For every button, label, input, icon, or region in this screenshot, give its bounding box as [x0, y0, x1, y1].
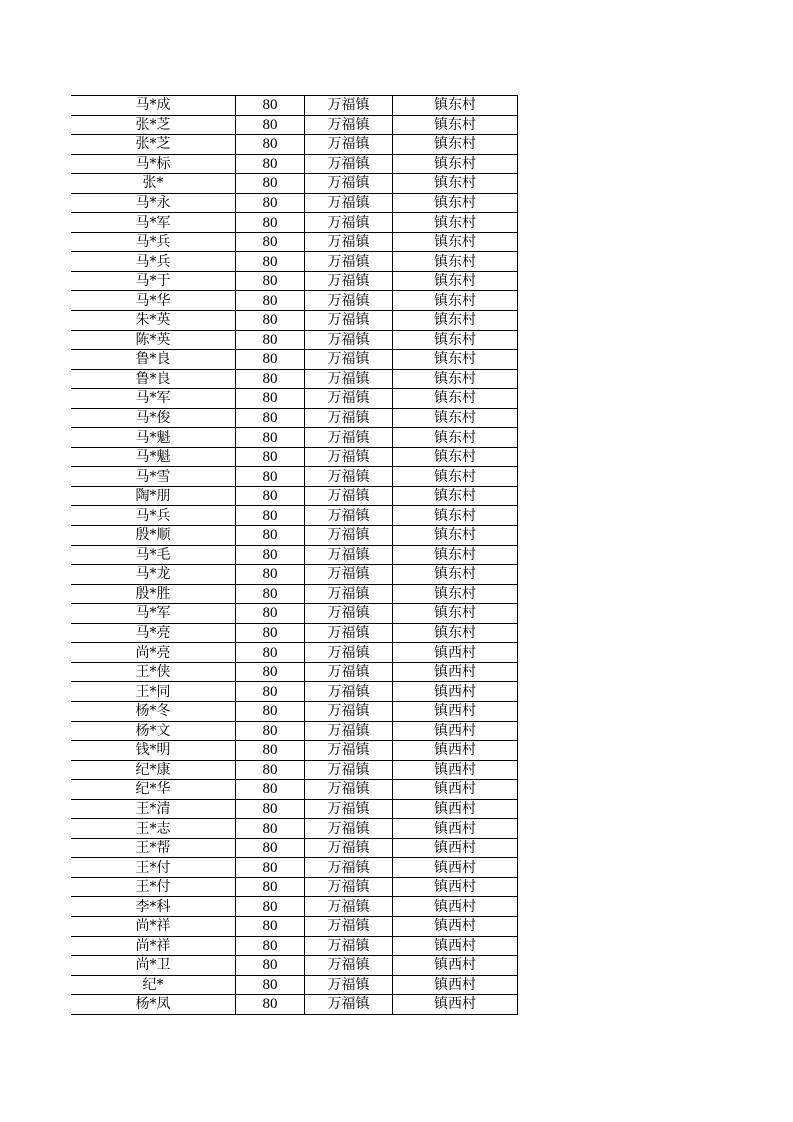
village-cell: 镇东村 — [393, 350, 518, 370]
amount-cell: 80 — [236, 193, 305, 213]
village-cell: 镇东村 — [393, 193, 518, 213]
village-cell: 镇东村 — [393, 232, 518, 252]
name-cell: 李*科 — [71, 897, 236, 917]
amount-cell: 80 — [236, 623, 305, 643]
town-cell: 万福镇 — [305, 877, 393, 897]
amount-cell: 80 — [236, 96, 305, 116]
village-cell: 镇西村 — [393, 995, 518, 1015]
name-cell: 尚*祥 — [71, 936, 236, 956]
village-cell: 镇东村 — [393, 369, 518, 389]
name-cell: 王*付 — [71, 877, 236, 897]
table-row — [71, 330, 518, 350]
amount-cell: 80 — [236, 936, 305, 956]
table-row — [71, 135, 518, 155]
name-cell: 杨*凤 — [71, 995, 236, 1015]
village-cell: 镇西村 — [393, 956, 518, 976]
name-cell: 马*亮 — [71, 623, 236, 643]
name-cell: 马*毛 — [71, 545, 236, 565]
town-cell: 万福镇 — [305, 936, 393, 956]
town-cell: 万福镇 — [305, 995, 393, 1015]
town-cell: 万福镇 — [305, 858, 393, 878]
town-cell: 万福镇 — [305, 369, 393, 389]
village-cell: 镇西村 — [393, 838, 518, 858]
name-cell: 殷*胜 — [71, 584, 236, 604]
name-cell: 纪*康 — [71, 760, 236, 780]
table-row — [71, 760, 518, 780]
name-cell: 纪*华 — [71, 780, 236, 800]
village-cell: 镇西村 — [393, 819, 518, 839]
village-cell: 镇东村 — [393, 252, 518, 272]
village-cell: 镇西村 — [393, 858, 518, 878]
table-row — [71, 604, 518, 624]
table-row — [71, 213, 518, 233]
town-cell: 万福镇 — [305, 389, 393, 409]
village-cell: 镇东村 — [393, 623, 518, 643]
village-cell: 镇西村 — [393, 975, 518, 995]
village-cell: 镇东村 — [393, 330, 518, 350]
name-cell: 马*魁 — [71, 447, 236, 467]
village-cell: 镇东村 — [393, 271, 518, 291]
amount-cell: 80 — [236, 565, 305, 585]
amount-cell: 80 — [236, 643, 305, 663]
village-cell: 镇东村 — [393, 428, 518, 448]
name-cell: 张*芝 — [71, 115, 236, 135]
village-cell: 镇东村 — [393, 389, 518, 409]
table-row — [71, 115, 518, 135]
village-cell: 镇西村 — [393, 897, 518, 917]
table-row — [71, 96, 518, 116]
table-row — [71, 956, 518, 976]
village-cell: 镇西村 — [393, 877, 518, 897]
amount-cell: 80 — [236, 721, 305, 741]
town-cell: 万福镇 — [305, 135, 393, 155]
name-cell: 马*龙 — [71, 565, 236, 585]
name-cell: 鲁*良 — [71, 350, 236, 370]
table-row — [71, 193, 518, 213]
name-cell: 马*军 — [71, 389, 236, 409]
name-cell: 马*魁 — [71, 428, 236, 448]
table-row — [71, 486, 518, 506]
amount-cell: 80 — [236, 799, 305, 819]
village-cell: 镇西村 — [393, 682, 518, 702]
name-cell: 马*雪 — [71, 467, 236, 487]
amount-cell: 80 — [236, 819, 305, 839]
name-cell: 马*军 — [71, 213, 236, 233]
name-cell: 纪* — [71, 975, 236, 995]
amount-cell: 80 — [236, 838, 305, 858]
village-cell: 镇西村 — [393, 662, 518, 682]
name-cell: 朱*英 — [71, 311, 236, 331]
town-cell: 万福镇 — [305, 838, 393, 858]
village-cell: 镇西村 — [393, 741, 518, 761]
amount-cell: 80 — [236, 252, 305, 272]
name-cell: 王*同 — [71, 682, 236, 702]
amount-cell: 80 — [236, 389, 305, 409]
name-cell: 马*永 — [71, 193, 236, 213]
table-row — [71, 858, 518, 878]
name-cell: 马*华 — [71, 291, 236, 311]
village-cell: 镇东村 — [393, 311, 518, 331]
name-cell: 王*帮 — [71, 838, 236, 858]
table-row — [71, 526, 518, 546]
name-cell: 鲁*良 — [71, 369, 236, 389]
town-cell: 万福镇 — [305, 467, 393, 487]
amount-cell: 80 — [236, 271, 305, 291]
town-cell: 万福镇 — [305, 330, 393, 350]
table-row — [71, 780, 518, 800]
village-cell: 镇东村 — [393, 408, 518, 428]
village-cell: 镇东村 — [393, 447, 518, 467]
village-cell: 镇东村 — [393, 584, 518, 604]
town-cell: 万福镇 — [305, 956, 393, 976]
town-cell: 万福镇 — [305, 311, 393, 331]
town-cell: 万福镇 — [305, 115, 393, 135]
town-cell: 万福镇 — [305, 232, 393, 252]
town-cell: 万福镇 — [305, 662, 393, 682]
table-row — [71, 682, 518, 702]
amount-cell: 80 — [236, 780, 305, 800]
town-cell: 万福镇 — [305, 760, 393, 780]
amount-cell: 80 — [236, 760, 305, 780]
town-cell: 万福镇 — [305, 174, 393, 194]
town-cell: 万福镇 — [305, 506, 393, 526]
table-row — [71, 838, 518, 858]
village-cell: 镇西村 — [393, 799, 518, 819]
name-cell: 马*军 — [71, 604, 236, 624]
name-cell: 马*标 — [71, 154, 236, 174]
name-cell: 马*兵 — [71, 252, 236, 272]
town-cell: 万福镇 — [305, 291, 393, 311]
village-cell: 镇西村 — [393, 936, 518, 956]
name-cell: 马*兵 — [71, 232, 236, 252]
town-cell: 万福镇 — [305, 701, 393, 721]
town-cell: 万福镇 — [305, 428, 393, 448]
village-cell: 镇西村 — [393, 643, 518, 663]
town-cell: 万福镇 — [305, 584, 393, 604]
name-cell: 杨*冬 — [71, 701, 236, 721]
table-row — [71, 350, 518, 370]
amount-cell: 80 — [236, 428, 305, 448]
table-row — [71, 565, 518, 585]
town-cell: 万福镇 — [305, 819, 393, 839]
table-row — [71, 506, 518, 526]
amount-cell: 80 — [236, 486, 305, 506]
town-cell: 万福镇 — [305, 565, 393, 585]
amount-cell: 80 — [236, 545, 305, 565]
town-cell: 万福镇 — [305, 975, 393, 995]
amount-cell: 80 — [236, 135, 305, 155]
village-cell: 镇东村 — [393, 135, 518, 155]
village-cell: 镇西村 — [393, 721, 518, 741]
town-cell: 万福镇 — [305, 780, 393, 800]
village-cell: 镇东村 — [393, 291, 518, 311]
village-cell: 镇东村 — [393, 526, 518, 546]
town-cell: 万福镇 — [305, 486, 393, 506]
amount-cell: 80 — [236, 232, 305, 252]
table-row — [71, 819, 518, 839]
table-row — [71, 408, 518, 428]
table-row — [71, 701, 518, 721]
table-row — [71, 311, 518, 331]
town-cell: 万福镇 — [305, 643, 393, 663]
name-cell: 马*兵 — [71, 506, 236, 526]
village-cell: 镇东村 — [393, 154, 518, 174]
name-cell: 尚*亮 — [71, 643, 236, 663]
amount-cell: 80 — [236, 604, 305, 624]
town-cell: 万福镇 — [305, 545, 393, 565]
town-cell: 万福镇 — [305, 408, 393, 428]
amount-cell: 80 — [236, 213, 305, 233]
village-cell: 镇西村 — [393, 780, 518, 800]
name-cell: 王*付 — [71, 858, 236, 878]
table-row — [71, 643, 518, 663]
town-cell: 万福镇 — [305, 721, 393, 741]
table-row — [71, 975, 518, 995]
village-cell: 镇东村 — [393, 565, 518, 585]
amount-cell: 80 — [236, 115, 305, 135]
amount-cell: 80 — [236, 858, 305, 878]
town-cell: 万福镇 — [305, 96, 393, 116]
amount-cell: 80 — [236, 701, 305, 721]
roster-table — [71, 95, 518, 1015]
roster-table-body — [71, 96, 518, 1015]
amount-cell: 80 — [236, 506, 305, 526]
amount-cell: 80 — [236, 447, 305, 467]
village-cell: 镇西村 — [393, 760, 518, 780]
amount-cell: 80 — [236, 408, 305, 428]
name-cell: 尚*祥 — [71, 916, 236, 936]
town-cell: 万福镇 — [305, 526, 393, 546]
table-row — [71, 897, 518, 917]
village-cell: 镇东村 — [393, 467, 518, 487]
amount-cell: 80 — [236, 975, 305, 995]
village-cell: 镇东村 — [393, 96, 518, 116]
table-row — [71, 995, 518, 1015]
name-cell: 陶*朋 — [71, 486, 236, 506]
village-cell: 镇东村 — [393, 486, 518, 506]
village-cell: 镇东村 — [393, 213, 518, 233]
town-cell: 万福镇 — [305, 271, 393, 291]
town-cell: 万福镇 — [305, 916, 393, 936]
table-row — [71, 232, 518, 252]
amount-cell: 80 — [236, 995, 305, 1015]
town-cell: 万福镇 — [305, 682, 393, 702]
table-row — [71, 877, 518, 897]
name-cell: 马*于 — [71, 271, 236, 291]
name-cell: 王*志 — [71, 819, 236, 839]
name-cell: 尚*卫 — [71, 956, 236, 976]
name-cell: 殷*顺 — [71, 526, 236, 546]
table-row — [71, 721, 518, 741]
town-cell: 万福镇 — [305, 350, 393, 370]
table-row — [71, 291, 518, 311]
amount-cell: 80 — [236, 330, 305, 350]
table-row — [71, 623, 518, 643]
table-row — [71, 428, 518, 448]
town-cell: 万福镇 — [305, 897, 393, 917]
table-row — [71, 271, 518, 291]
table-row — [71, 799, 518, 819]
table-row — [71, 662, 518, 682]
amount-cell: 80 — [236, 174, 305, 194]
table-row — [71, 154, 518, 174]
name-cell: 钱*明 — [71, 741, 236, 761]
amount-cell: 80 — [236, 877, 305, 897]
table-row — [71, 447, 518, 467]
amount-cell: 80 — [236, 956, 305, 976]
table-row — [71, 936, 518, 956]
village-cell: 镇东村 — [393, 545, 518, 565]
name-cell: 王*清 — [71, 799, 236, 819]
amount-cell: 80 — [236, 584, 305, 604]
table-row — [71, 369, 518, 389]
town-cell: 万福镇 — [305, 154, 393, 174]
town-cell: 万福镇 — [305, 604, 393, 624]
town-cell: 万福镇 — [305, 623, 393, 643]
amount-cell: 80 — [236, 350, 305, 370]
town-cell: 万福镇 — [305, 213, 393, 233]
village-cell: 镇西村 — [393, 701, 518, 721]
amount-cell: 80 — [236, 682, 305, 702]
village-cell: 镇东村 — [393, 604, 518, 624]
amount-cell: 80 — [236, 662, 305, 682]
amount-cell: 80 — [236, 897, 305, 917]
table-row — [71, 741, 518, 761]
table-row — [71, 467, 518, 487]
name-cell: 杨*文 — [71, 721, 236, 741]
amount-cell: 80 — [236, 741, 305, 761]
amount-cell: 80 — [236, 311, 305, 331]
table-row — [71, 389, 518, 409]
amount-cell: 80 — [236, 526, 305, 546]
town-cell: 万福镇 — [305, 193, 393, 213]
amount-cell: 80 — [236, 291, 305, 311]
town-cell: 万福镇 — [305, 799, 393, 819]
name-cell: 马*成 — [71, 96, 236, 116]
name-cell: 王*侠 — [71, 662, 236, 682]
amount-cell: 80 — [236, 154, 305, 174]
table-row — [71, 584, 518, 604]
amount-cell: 80 — [236, 467, 305, 487]
name-cell: 张* — [71, 174, 236, 194]
name-cell: 陈*英 — [71, 330, 236, 350]
village-cell: 镇东村 — [393, 115, 518, 135]
name-cell: 张*芝 — [71, 135, 236, 155]
amount-cell: 80 — [236, 369, 305, 389]
town-cell: 万福镇 — [305, 741, 393, 761]
table-row — [71, 545, 518, 565]
name-cell: 马*俊 — [71, 408, 236, 428]
amount-cell: 80 — [236, 916, 305, 936]
table-row — [71, 252, 518, 272]
village-cell: 镇西村 — [393, 916, 518, 936]
village-cell: 镇东村 — [393, 174, 518, 194]
table-row — [71, 916, 518, 936]
table-row — [71, 174, 518, 194]
town-cell: 万福镇 — [305, 252, 393, 272]
village-cell: 镇东村 — [393, 506, 518, 526]
town-cell: 万福镇 — [305, 447, 393, 467]
